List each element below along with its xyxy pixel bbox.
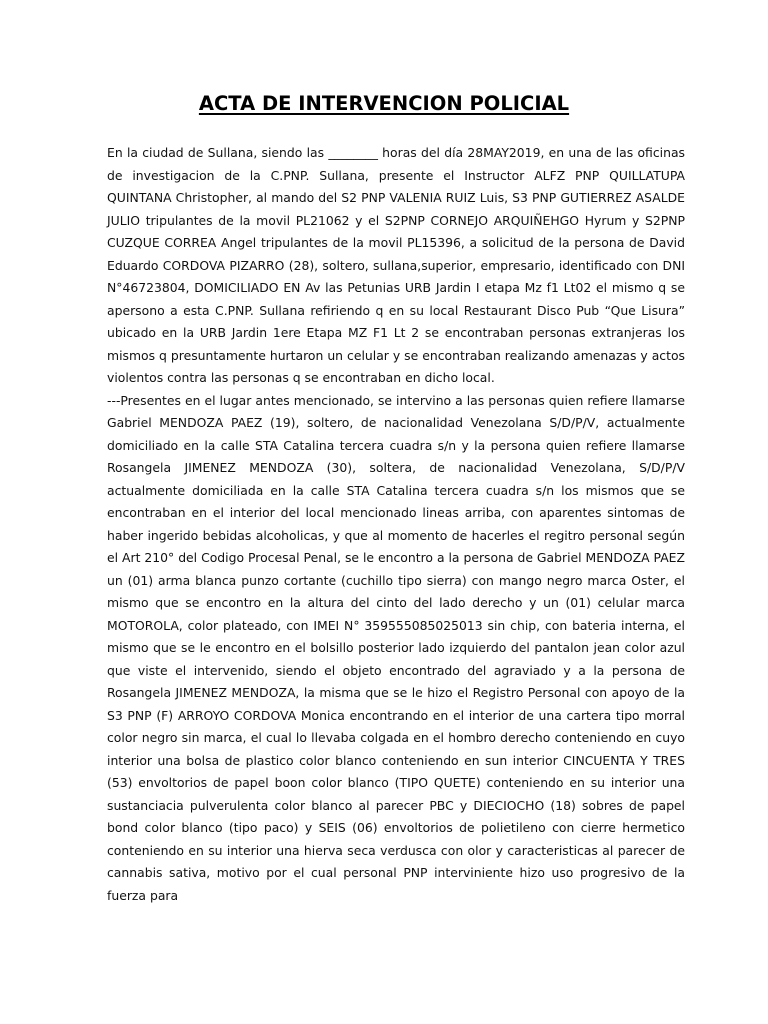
paragraph-intro: En la ciudad de Sullana, siendo las ________ horas del día 28MAY2019, en una de las oficinas de investigacion de la C.PNP. Sullana, presente el Instructor ALFZ PNP QUILLATUPA QUINTANA Christopher, al mando del S2 PNP VALENIA RUIZ Luis, S3 PNP GUTIERREZ ASALDE JULIO tripulantes de la movil PL21062 y el S2PNP CORNEJO ARQUIÑEHGO Hyrum y S2PNP CUZQUE CORREA Angel tripulantes de la movil PL15396, a solicitud de la persona de David Eduardo CORDOVA PIZARRO (28), soltero, sullana,superior, empresario, identificado con DNI N°46723804, DOMICILIADO EN Av las Petunias URB Jardin I etapa Mz f1 Lt02 el mismo q se apersono a esta C.PNP. Sullana refiriendo q en su local Restaurant Disco Pub “Que Lisura” ubicado en la URB Jardin 1ere Etapa MZ F1 Lt 2 se encontraban personas extranjeras los mismos q presuntamente hurtaron un celular y se encontraban realizando amenazas y actos violentos contra las personas q se encontraban en dicho local. xyxy=(107,145,685,385)
document-body xyxy=(107,142,685,907)
paragraph-intervention: ---Presentes en el lugar antes mencionado, se intervino a las personas quien refiere llamarse Gabriel MENDOZA PAEZ (19), soltero, de nacionalidad Venezolana S/D/P/V, actualmente domiciliado en la calle STA Catalina tercera cuadra s/n y la persona quien refiere llamarse Rosangela JIMENEZ MENDOZA (30), soltera, de nacionalidad Venezolana, S/D/P/V actualmente domiciliada en la calle STA Catalina tercera cuadra s/n los mismos que se encontraban en el interior del local mencionado lineas arriba, con aparentes sintomas de haber ingerido bebidas alcoholicas, y que al momento de hacerles el regitro personal según el Art 210° del Codigo Procesal Penal, se le encontro a la persona de Gabriel MENDOZA PAEZ un (01) arma blanca punzo cortante (cuchillo tipo sierra) con mango negro marca Oster, el mismo que se encontro en la altura del cinto del lado derecho y un (01) celular marca MOTOROLA, color plateado, con IMEI N° 359555085025013 sin chip, con bateria interna, el mismo que se le encontro en el bolsillo posterior lado izquierdo del pantalon jean color azul que viste el intervenido, siendo el objeto encontrado del agraviado y a la persona de Rosangela JIMENEZ MENDOZA, la misma que se le hizo el Registro Personal con apoyo de la S3 PNP (F) ARROYO CORDOVA Monica encontrando en el interior de una cartera tipo morral color negro sin marca, el cual lo llevaba colgada en el hombro derecho conteniendo en cuyo interior una bolsa de plastico color blanco conteniendo en sun interior CINCUENTA Y TRES (53) envoltorios de papel boon color blanco (TIPO QUETE) conteniendo en su interior una sustanciacia pulverulenta color blanco al parecer PBC y DIECIOCHO (18) sobres de papel bond color blanco (tipo paco) y SEIS (06) envoltorios de polietileno con cierre hermetico conteniendo en su interior una hierva seca verdusca con olor y caracteristicas al parecer de cannabis sativa, motivo por el cual personal PNP interviniente hizo uso progresivo de la fuerza para xyxy=(107,392,685,903)
document-title: ACTA DE INTERVENCION POLICIAL xyxy=(198,92,570,115)
